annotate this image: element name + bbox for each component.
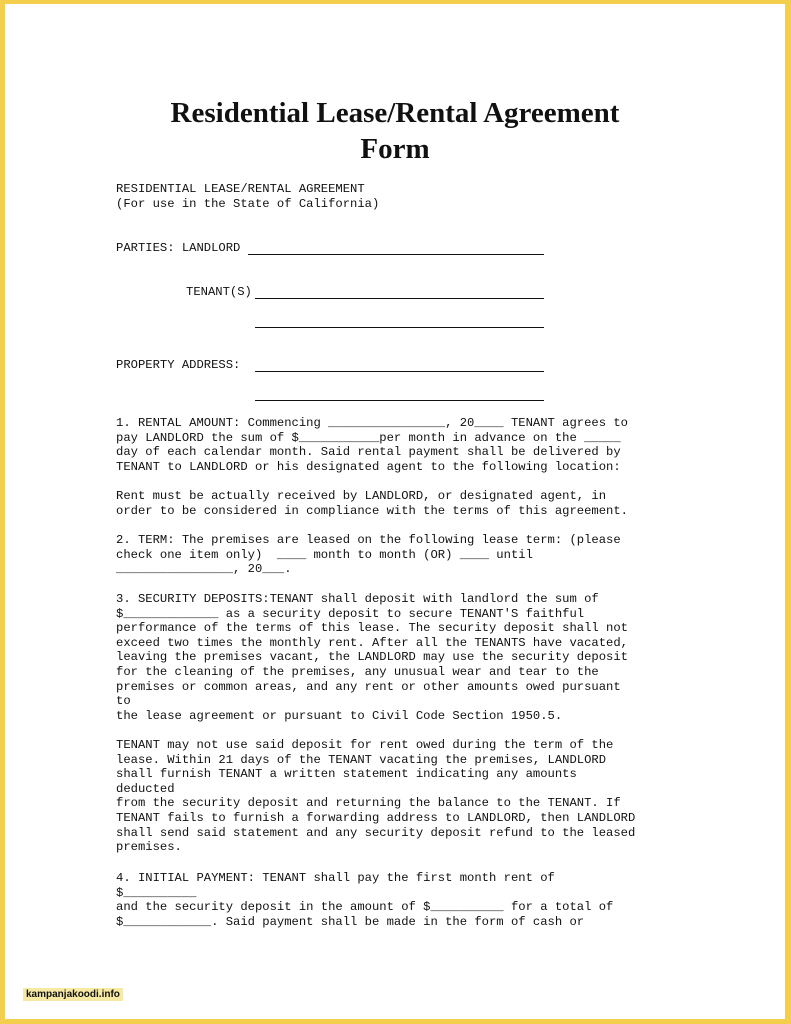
section-rental-amount: 1. RENTAL AMOUNT: Commencing ________________, 20____ TENANT agrees to pay LANDLORD the sum of $___________per month in advance on the _____ day of each calendar month. Said rental payment shall be delivered by TENANT to LANDLORD or his designated agent to the following location: Rent must be actually received by LANDLORD, or designated agent, in order to be considered in compliance with the terms of this agreement. (116, 416, 628, 518)
document-title: Residential Lease/Rental Agreement (170, 97, 620, 129)
tenant-label: TENANT(S) (186, 285, 252, 299)
property-address-underline-2 (255, 400, 544, 401)
tenant-underline-1 (255, 298, 544, 299)
header-line-1: RESIDENTIAL LEASE/RENTAL AGREEMENT (116, 182, 365, 196)
landlord-underline (248, 254, 544, 255)
document-title-form: Form (360, 133, 430, 165)
watermark-faint (25, 972, 28, 982)
section-term: 2. TERM: The premises are leased on the following lease term: (please check one item only) ____ month to month (OR) ____ until ________________, 20___. (116, 533, 621, 577)
header-line-2: (For use in the State of California) (116, 197, 380, 211)
tenant-underline-2 (255, 327, 544, 328)
watermark-text[interactable]: kampanjakoodi.info (23, 988, 123, 1001)
section-security-deposits: 3. SECURITY DEPOSITS:TENANT shall deposit with landlord the sum of $_____________ as a security deposit to secure TENANT'S faithful performance of the terms of this lease. The security deposit shall not exceed two times the monthly rent. After all the TENANTS have vacated, leaving the premises vacant, the LANDLORD may use the security deposit for the cleaning of the premises, any unusual wear and tear to the premises or common areas, and any rent or other amounts owed pursuant to the lease agreement or pursuant to Civil Code Section 1950.5. TENANT may not use said deposit for rent owed during the term of the lease. Within 21 days of the TENANT vacating the premises, LANDLORD shall furnish TENANT a written statement indicating any amounts deducted from the security deposit and returning the balance to the TENANT. If TENANT fails to furnish a forwarding address to LANDLORD, then LANDLORD shall send said statement and any security deposit refund to the leased premises. (116, 592, 636, 855)
landlord-label: PARTIES: LANDLORD (116, 241, 241, 255)
section-initial-payment: 4. INITIAL PAYMENT: TENANT shall pay the first month rent of $__________ and the security deposit in the amount of $__________ for a total of $____________. Said payment shall be made in the form of cash or (116, 871, 614, 929)
property-address-label: PROPERTY ADDRESS: (116, 358, 241, 372)
property-address-underline-1 (255, 371, 544, 372)
document-page (5, 4, 785, 1019)
